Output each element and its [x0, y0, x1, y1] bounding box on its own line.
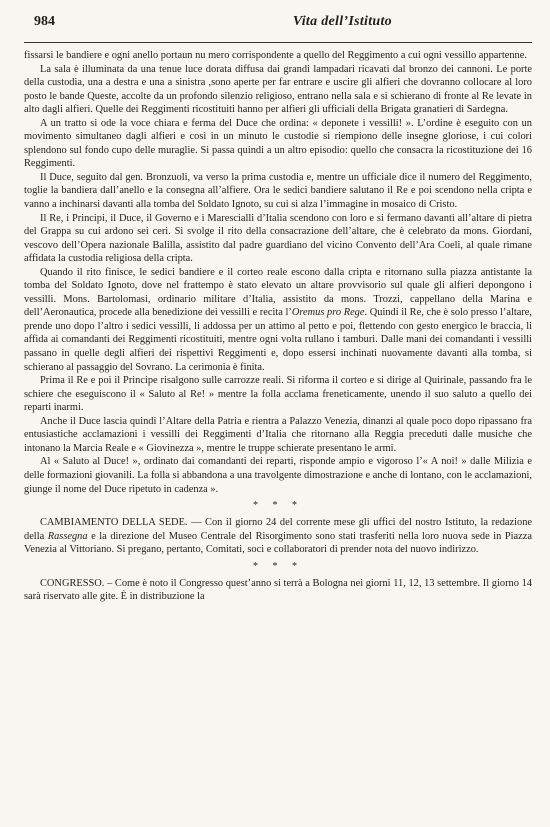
paragraph-p10 — [24, 577, 532, 604]
page-header — [24, 14, 532, 43]
paragraph-p5 — [24, 266, 532, 374]
text-run: Al « Saluto al Duce! », ordinato dai comandanti dei reparti, risponde ampio e vigoroso l’« A noi! » dalle Milizia e delle formazioni giovanili. La folla si abbandona a una travolgente dimostrazione e anche di lontano, con le acclamazioni, giunge il nome del Duce ripetuto in cadenza ». — [24, 456, 532, 495]
text-run: Anche il Duce lascia quindi l’Altare della Patria e rientra a Palazzo Venezia, dinanzi al quale poco dopo ripassano fra entusiastiche acclamazioni i vessilli dei Reggimenti d’Italia che ritornano alla Reggia preceduti dalle musiche che intonano la Marcia Reale e « Giovinezza », mentre le truppe schierate presentano le armi. — [24, 415, 532, 454]
page-number: 984 — [34, 14, 55, 29]
text-run: CONGRESSO. – Come è noto il Congresso quest’anno si terrà a Bologna nei giorni 11, 12, 13 settembre. Il giorno 14 sarà riservato alle gite. È in distribuzione la — [24, 577, 532, 603]
section-separator: * * * — [253, 560, 303, 572]
text-run: fissarsi le bandiere e ogni anello portaun nu mero corrispondente a quello del Reggimento a cui ogni vessillo appartenne. — [24, 50, 527, 61]
paragraph-p0 — [24, 49, 532, 63]
paragraph-p2 — [24, 117, 532, 171]
paragraph-p4 — [24, 212, 532, 266]
running-title: Vita dell’Istituto — [292, 14, 392, 29]
text-run: Prima il Re e poi il Principe risalgono sulle carrozze reali. Si riforma il corteo e si dirige al Quirinale, passando fra le schiere che eseguiscono il « Saluto al Re! » mentre la folla acclama freneticamente, unendo il suo saluto a quello dei reparti inarmi. — [24, 375, 532, 414]
text-run: Il Re, i Principi, il Duce, il Governo e i Marescialli d’Italia scendono con loro e si fermano davanti all’altare di pietra del Grappa su cui ardono sei ceri. Si svolge il rito della consacrazione dell’altare, che è celebrato da mons. Giordani, vescovo dell’Opera nazionale Balilla, assistito dal padre guardiano del vicino Convento dell’Ara Coeli, al quale rimane affidata la custodia religiosa della cripta. — [24, 212, 532, 265]
text-run: . Quindi il Re, che è solo presso l’altare, prende uno dopo l’altro i sedici vessilli, li addossa per un attimo al petto e poi, flettendo con gesto energico le braccia, li affida ai comandanti dei Reggimenti ricostituiti, mentre ogni volta rullano i tamburi. Dalle mani dei comandanti i vessilli passano in quelle degli alfieri dei rispettivi Reggimenti e, dopo essersi inchinati nuovamente davanti alla tomba, si schierano al passaggio del Sovrano. La cerimonia è finita. — [24, 307, 532, 373]
section-separator: * * * — [253, 500, 303, 512]
text-run: e la direzione del Museo Centrale del Risorgimento sono stati trasferiti nella loro nuova sede in Piazza Venezia al Vittoriano. Si pregano, pertanto, Comitati, soci e collaboratori di prender nota del nuovo indirizzo. — [24, 530, 532, 556]
italic-text: Oremus pro Rege — [291, 307, 365, 319]
article-body — [24, 49, 532, 604]
text-run: CAMBIAMENTO DELLA SEDE. — Con il giorno 24 del corrente mese gli uffici del nostro Istituto, la redazione della — [24, 517, 532, 542]
text-run: Il Duce, seguito dal gen. Bronzuoli, va verso la prima custodia e, mentre un ufficiale dice il numero del Reggimento, toglie la bandiera dall’anello e la consegna all’alfiere. Ora le sedici bandiere salutano il Re e poi scendono nella cripta e vanno a inchinarsi davanti alla tomba del Soldato Ignoto, su cui si alza l’immagine in mosaico di Cristo. — [24, 171, 532, 211]
paragraph-p9 — [24, 516, 532, 557]
text-run: La sala è illuminata da una tenue luce dorata diffusa dai grandi lampadari ricavati dal bronzo dei cannoni. Le porte della custodia, una a destra e una a sinistra ,sono aperte per far entrare e uscire gli alfieri che dovranno collocare al loro posto le bande Queste, accolte da un profondo silenzio religioso, entrano nella sala e si schierano di fronte al Re levate in alto dagli alfieri. Quelle dei Reggimenti ricostituiti hanno per alfieri gli ufficiali della Brigata granatieri di Sardegna. — [24, 63, 532, 116]
paragraph-p8 — [24, 455, 532, 496]
paragraph-p1 — [24, 63, 532, 117]
text-run: A un tratto si ode la voce chiara e ferma del Duce che ordina: « deponete i vessilli! ». L’ordine è eseguito con un movimento simultaneo dagli alfieri e così in un minuto le custodie si riempiono delle insegne gloriose, i cui colori splendono sul fondo cupo delle muraglie. Si passa quindi a un altro episodio: quello che consacra la ricostituzione dei 16 Reggimenti. — [24, 117, 532, 170]
paragraph-p3 — [24, 171, 532, 212]
text-run: Quando il rito finisce, le sedici bandiere e il corteo reale escono dalla cripta e ritornano sulla piazza antistante la tomba del Soldato Ignoto, dove nel frattempo è stato elevato un altare provvisorio sul quale gli alfieri depongono i vessilli. Mons. Bartolomasi, ordinario militare d’Italia, assistito da mons. Trozzi, cappellano della Marina e dell’Aeronautica, procede alla benedizione dei vessilli e recita l’ — [24, 266, 532, 319]
italic-text: Rassegna — [47, 530, 88, 542]
paragraph-p6 — [24, 374, 532, 415]
paragraph-p7 — [24, 415, 532, 456]
